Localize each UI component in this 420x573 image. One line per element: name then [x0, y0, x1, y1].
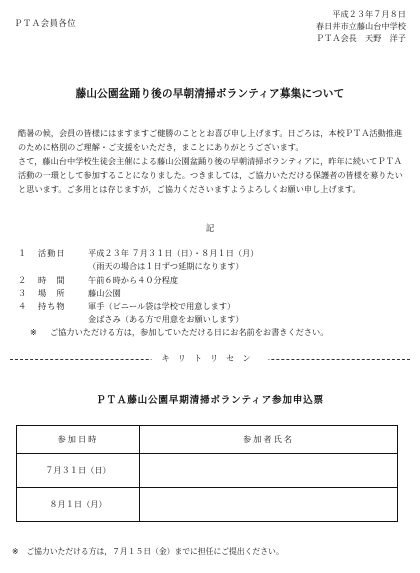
body-paragraph-2: さて，藤山台中学校生徒会主催による藤山公園盆踊り後の早朝清掃ボランティアに，昨年に続いてＰＴＡ活動の一環として参加することになりました。つきましては，ご協力いただける保護者の皆様を募りたいと思います。ご多用とは存じますが，ご協力くださいますようよろしくお願い申し上げます。 — [18, 156, 403, 195]
item-value: 午前６時から４０分程度 — [88, 275, 179, 285]
note-mark: ※ — [30, 327, 37, 337]
table-row — [17, 488, 398, 522]
addressee: ＰＴＡ会員各位 — [14, 18, 77, 28]
issue-date: 平成２３年７月８日 — [332, 9, 406, 19]
school-name: 春日井市立藤山台中学校 — [315, 21, 406, 31]
header-date: 参加日時 — [17, 426, 140, 454]
item-value: 平成２３年 ７月３１日（日）・８月１日（月） — [88, 248, 259, 258]
item-number: ２ — [18, 275, 27, 285]
item-label: 持ち物 — [38, 301, 66, 311]
item-value: 軍手（ビニール袋は学校で用意します） — [88, 301, 236, 311]
item-label: 時 間 — [38, 275, 66, 285]
item-subvalue: （雨天の場合は１日ずつ延期になります） — [88, 261, 244, 271]
header-participant-name: 参加者氏名 — [140, 426, 398, 454]
note-text: ご協力いただける方は，参加していただける日にお名前をお書きください。 — [50, 327, 329, 337]
date-cell: ７月３１日（日） — [17, 454, 140, 488]
application-table — [16, 425, 398, 522]
date-cell: ８月１日（月） — [17, 488, 140, 522]
document-title: 藤山公園盆踊り後の早朝清掃ボランティア募集について — [75, 88, 345, 100]
form-title: ＰＴＡ藤山公園早期清掃ボランティア参加申込票 — [96, 395, 324, 406]
submission-note: ※ ご協力いただける方は，７月１５日（金）までに担任にご提出ください。 — [12, 547, 284, 556]
item-value: 藤山公園 — [88, 288, 121, 298]
sender-name: ＰＴＡ会長 天野 洋子 — [315, 33, 406, 43]
body-paragraph-1: 酷暑の候，会員の皆様にはますますご健勝のこととお喜び申し上げます。日ごろは，本校ＰＴＡ活動推進のために格別のご理解・ご支援をいただき，まことにありがとうございます。 — [18, 128, 403, 153]
item-number: ３ — [18, 288, 27, 298]
cut-line — [10, 353, 410, 365]
item-label: 場 所 — [38, 288, 66, 298]
item-label: 活動日 — [38, 248, 66, 258]
item-subvalue: 金ばさみ（ある方で用意をお願いします） — [88, 314, 244, 324]
cut-line-label: キリトリセン — [151, 353, 268, 364]
sender-block — [316, 8, 406, 44]
table-header-row — [17, 426, 398, 454]
participant-name-cell[interactable] — [140, 454, 398, 488]
participant-name-cell[interactable] — [140, 488, 398, 522]
table-row — [17, 454, 398, 488]
item-number: ４ — [18, 301, 27, 311]
ki-heading: 記 — [205, 223, 215, 233]
item-number: １ — [18, 248, 27, 258]
